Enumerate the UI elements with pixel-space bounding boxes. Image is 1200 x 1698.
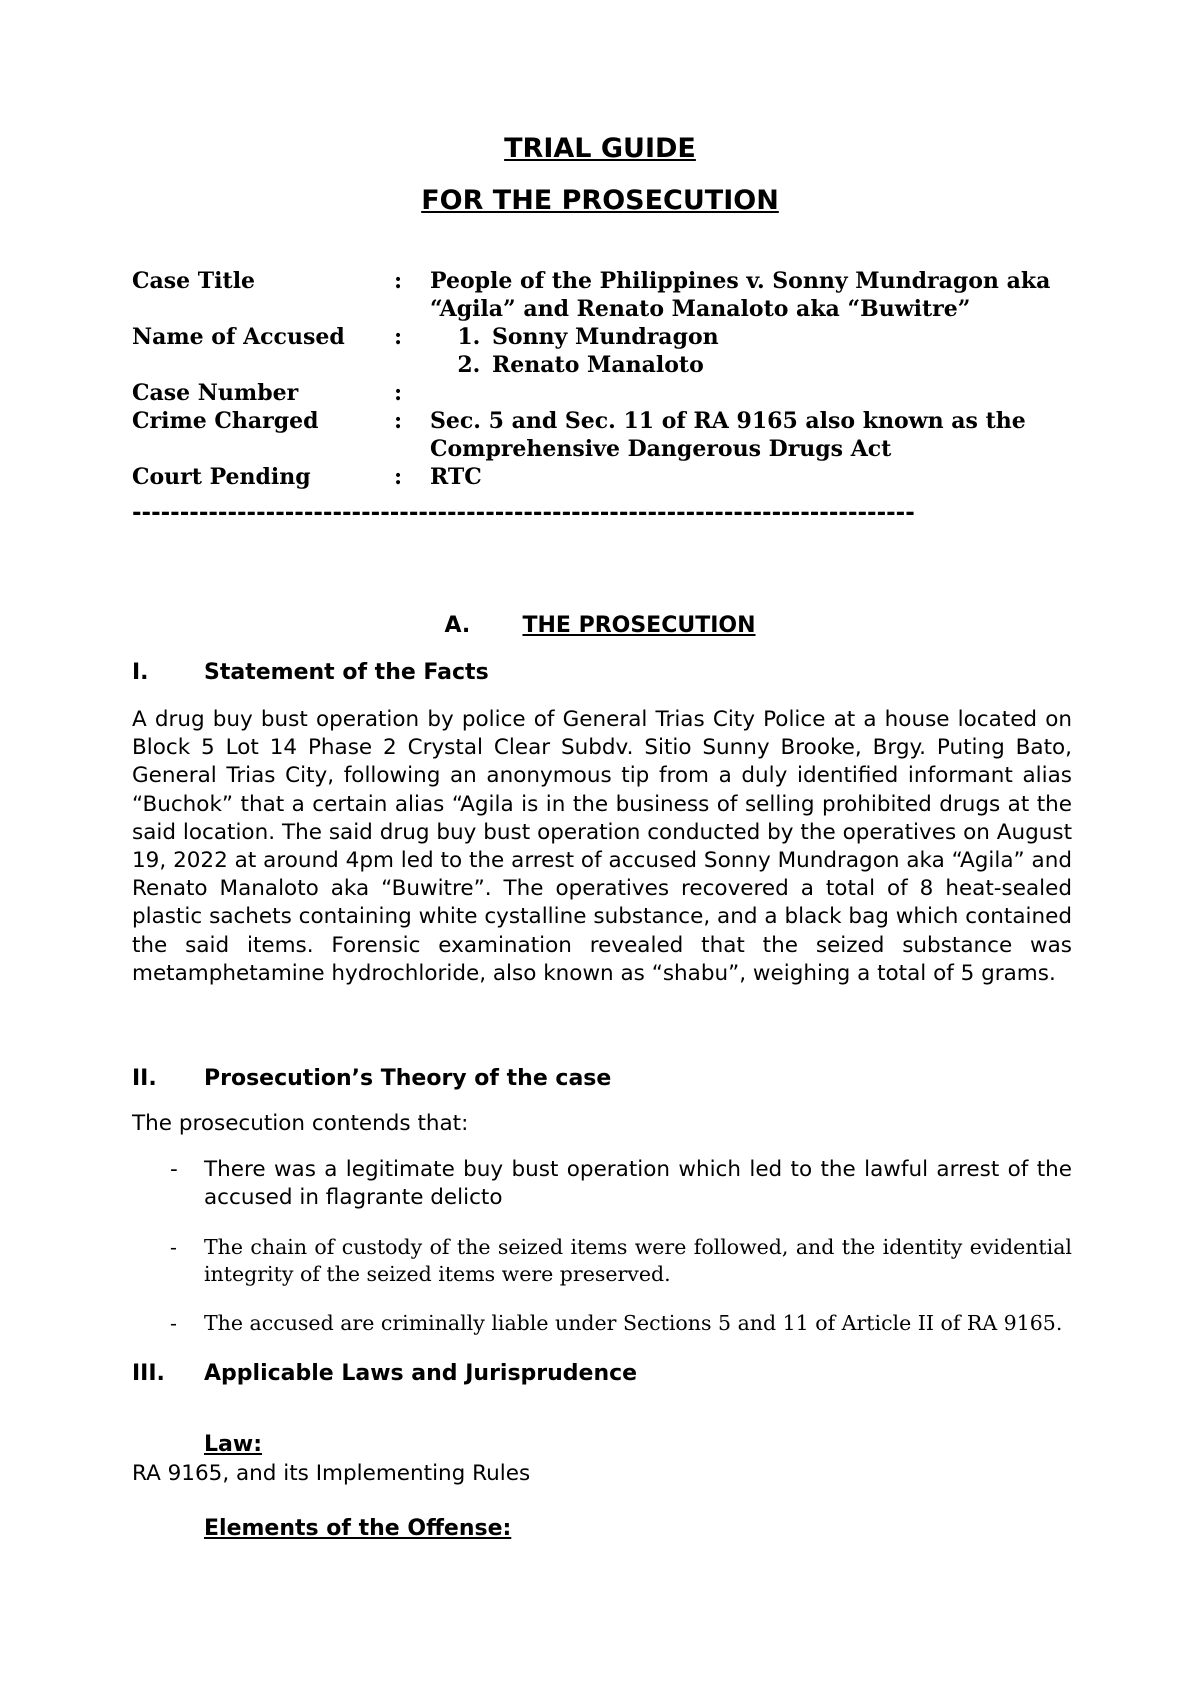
theory-bullet-list	[132, 1234, 1072, 1288]
separator: :	[394, 380, 403, 406]
case-info-table	[132, 267, 1092, 491]
crime-value: Sec. 5 and Sec. 11 of RA 9165 also known as the Comprehensive Dangerous Drugs Act	[430, 408, 1026, 462]
section-1-number: I.	[132, 660, 149, 685]
list-item	[132, 1234, 1072, 1288]
dash-bullet: -	[170, 1311, 177, 1335]
list-item	[132, 1156, 1072, 1212]
section-1-heading	[132, 660, 489, 685]
case-number-row	[132, 379, 1092, 407]
bullet-text: There was a legitimate buy bust operation which led to the lawful arrest of the accused in flagrante delicto	[204, 1157, 1072, 1210]
section-2-title: Prosecution’s Theory of the case	[204, 1066, 612, 1091]
case-title-row	[132, 267, 1092, 323]
separator: :	[394, 324, 403, 350]
accused-list	[430, 323, 1092, 379]
case-number-value	[430, 379, 1092, 407]
accused-row	[132, 323, 1092, 379]
section-3-title: Applicable Laws and Jurisprudence	[204, 1361, 638, 1386]
document-title: TRIAL GUIDE	[504, 133, 696, 164]
list-item	[132, 1310, 1072, 1337]
elements-heading: Elements of the Offense:	[204, 1516, 512, 1541]
separator: :	[394, 464, 403, 490]
court-value: RTC	[430, 464, 482, 490]
section-2-heading	[132, 1066, 611, 1091]
accused-item: 2. Renato Manaloto	[488, 351, 1092, 379]
crime-row	[132, 407, 1092, 463]
bullet-text: The accused are criminally liable under Sections 5 and 11 of Article II of RA 9165.	[204, 1311, 1063, 1335]
theory-bullet-list	[132, 1310, 1072, 1337]
section-a-number: A.	[444, 613, 471, 638]
court-row	[132, 463, 1092, 491]
law-text: RA 9165, and its Implementing Rules	[132, 1461, 531, 1486]
crime-label: Crime Charged	[132, 408, 319, 434]
section-a-title: THE PROSECUTION	[522, 613, 756, 638]
section-3-number: III.	[132, 1361, 165, 1386]
accused-item: 1. Sonny Mundragon	[488, 323, 1092, 351]
document-subtitle: FOR THE PROSECUTION	[421, 185, 779, 216]
case-title-value: People of the Philippines v. Sonny Mundragon aka “Agila” and Renato Manaloto aka “Buwitre”	[430, 268, 1051, 322]
accused-label: Name of Accused	[132, 324, 345, 350]
section-1-title: Statement of the Facts	[204, 660, 489, 685]
section-2-number: II.	[132, 1066, 157, 1091]
separator: :	[394, 268, 403, 294]
court-label: Court Pending	[132, 464, 311, 490]
case-number-label: Case Number	[132, 380, 299, 406]
section-3-heading	[132, 1361, 637, 1386]
facts-paragraph: A drug buy bust operation by police of General Trias City Police at a house located on Block 5 Lot 14 Phase 2 Crystal Clear Subdv. Sitio Sunny Brooke, Brgy. Puting Bato, General Trias City, following an anonymous tip from a duly identified informant alias “Buchok” that a certain alias “Agila is in the business of selling prohibited drugs at the said location. The said drug buy bust operation conducted by the operatives on August 19, 2022 at around 4pm led to the arrest of accused Sonny Mundragon aka “Agila” and Renato Manaloto aka “Buwitre”. The operatives recovered a total of 8 heat-sealed plastic sachets containing white cystalline substance, and a black bag which contained the said items. Forensic examination revealed that the seized substance was metamphetamine hydrochloride, also known as “shabu”, weighing a total of 5 grams.	[132, 707, 1072, 986]
theory-intro: The prosecution contends that:	[132, 1111, 469, 1136]
dash-bullet: -	[170, 1235, 177, 1259]
separator: :	[394, 408, 403, 434]
dash-bullet: -	[170, 1157, 178, 1182]
case-title-label: Case Title	[132, 268, 256, 294]
bullet-text: The chain of custody of the seized items were followed, and the identity evidential integrity of the seized items were preserved.	[204, 1235, 1072, 1286]
dashed-rule: ----------------------------------------------------------------------------------	[132, 500, 915, 526]
section-a-heading	[0, 613, 1200, 638]
theory-bullet-list	[132, 1156, 1072, 1212]
law-heading: Law:	[204, 1432, 262, 1457]
